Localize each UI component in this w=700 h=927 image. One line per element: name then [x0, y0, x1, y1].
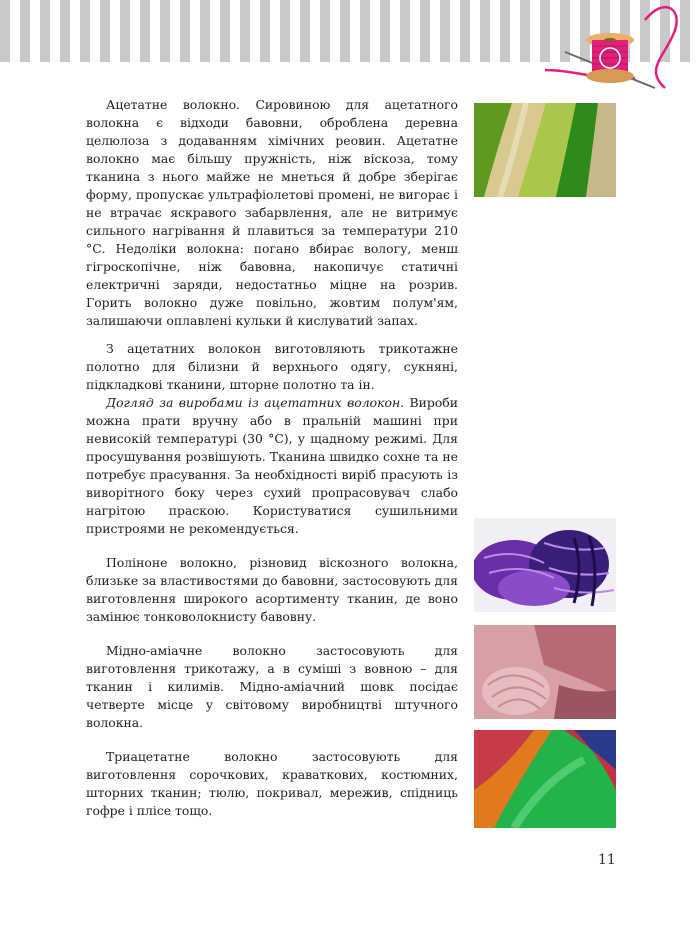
paragraph-polynosic: Поліноне волокно, різновид віскозного волокна, близьке за властивостями до бавовни, застосовують для виготовлення широкого асортименту тканин, де воно замінює тонковолокнисту бавовну.	[86, 555, 458, 624]
cupro-thread-photo	[474, 625, 616, 719]
thread-spool-icon	[545, 0, 695, 100]
paragraph-acetate: Ацетатне волокно. Сировиною для ацетатного волокна є відходи бавовни, оброблена деревна целюлоза з додаванням хімічних реовин. Ацетатне волокно має більшу пружність, ніж віскоза, тому тканина з нього майже не мнеться й добре зберігає форму, пропускає ультрафіолетові промені, не вигорає і не втрачає яскравого забарвлення, але не витримує сильного нагрівання й плавиться за температури 210 °С. Недоліки волокна: погано вбирає вологу, менш гігроскопічне, ніж бавовна, накопичує статичні електричні заряди, недостатньо міцне на розрив. Горить волокно дуже повільно, жовтим полум'ям, залишаючи оплавлені кульки й кислуватий запах.	[86, 97, 458, 328]
text-column	[86, 96, 458, 820]
paragraph-triacetate: Триацетатне волокно застосовують для виготовлення сорочкових, краваткових, костюмних, шторних тканин; тюлю, покривал, мережив, спідниць гофре і плісе тощо.	[86, 749, 458, 818]
viscose-yarn-photo	[474, 518, 616, 612]
triacetate-fabric-photo	[474, 730, 616, 828]
acetate-fabric-photo	[474, 103, 616, 197]
paragraph-cupro: Мідно-аміачне волокно застосовують для виготовлення трикотажу, а в суміші з вовною – для тканин і килимів. Мідно-аміачний шовк посідає четверте місце у світовому виробництві штучного волокна.	[86, 643, 458, 730]
care-heading: Догляд за виробами із ацетатних волокон.	[106, 395, 405, 410]
care-text: Вироби можна прати вручну або в пральній машині при невисокій температурі (30 °С), у щадному режимі. Для просушування розвішують. Тканина швидко сохне та не потребує прасування. За необхідності виріб прасують із виворітного боку через сухий пропрасовувач слабо нагрітою праскою. Користуватися сушильними пристроями не рекомендується.	[86, 395, 458, 536]
page-number: 11	[598, 852, 616, 868]
paragraph-acetate-care	[86, 394, 458, 538]
paragraph-acetate-uses: З ацетатних волокон виготовляють трикотажне полотно для білизни й верхнього одягу, сукняні, підкладкові тканини, шторне полотно та ін.	[86, 341, 458, 392]
